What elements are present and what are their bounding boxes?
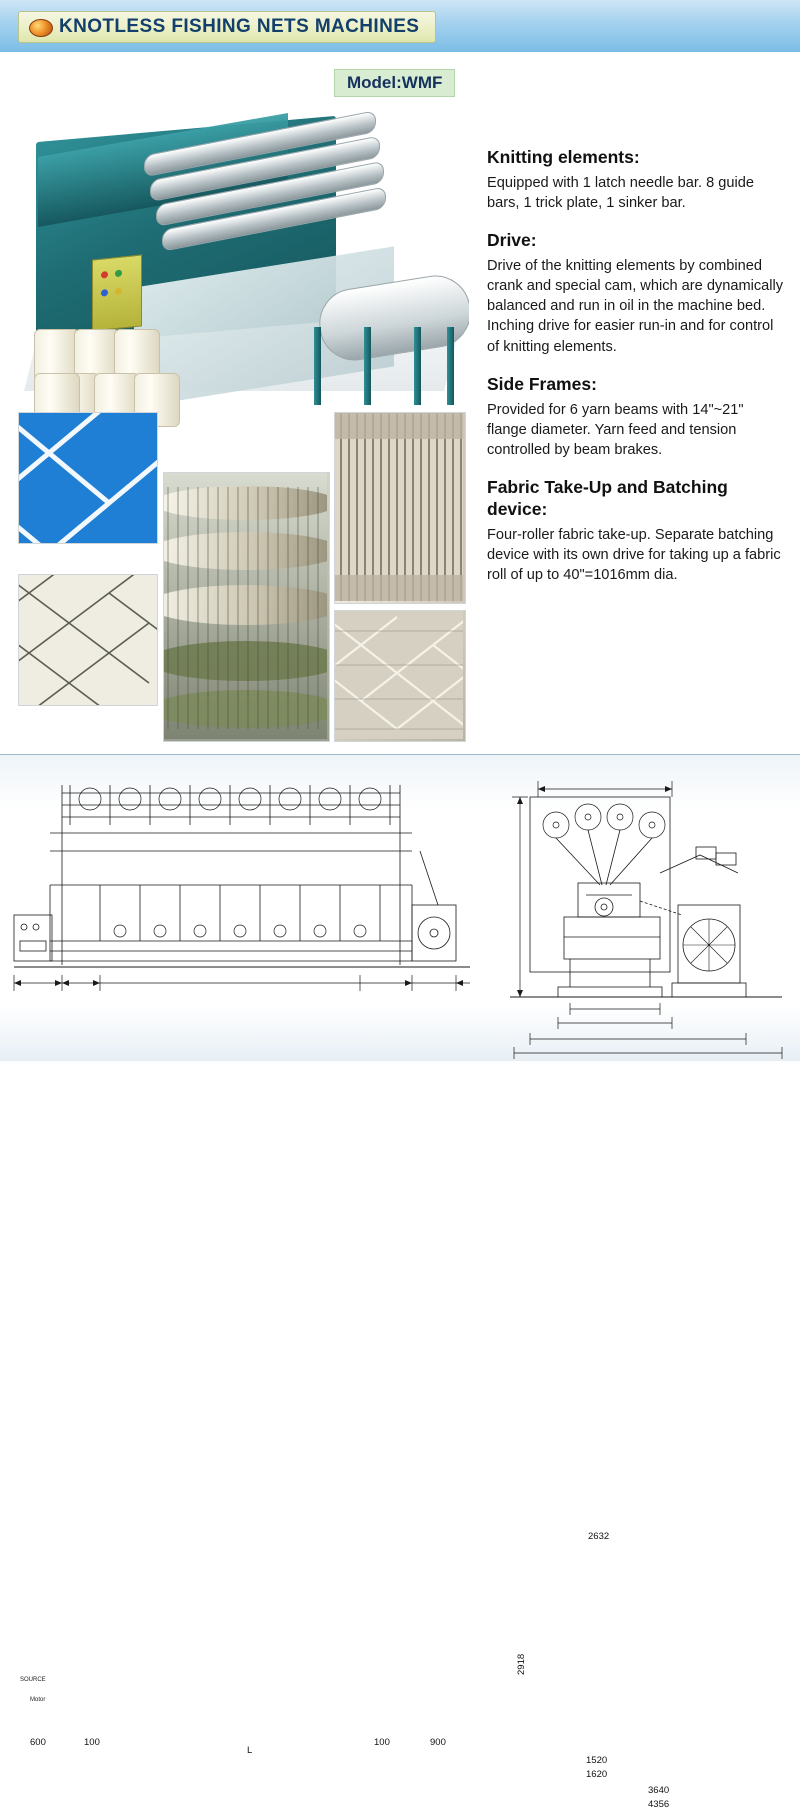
side-dim-4356: 4356 <box>648 1799 670 1810</box>
warp-threads-closeup <box>334 412 466 604</box>
section-heading-side-frames: Side Frames: <box>487 373 597 394</box>
needle-bed-closeup <box>163 472 330 742</box>
section-heading-fabric-take-up: Fabric Take-Up and Batching device: <box>487 476 728 519</box>
warp-threads-graphic <box>335 413 463 601</box>
front-dim-100-left: 100 <box>84 1737 100 1748</box>
page-title: KNOTLESS FISHING NETS MACHINES <box>59 16 420 37</box>
section-body-drive: Drive of the knitting elements by combined crank and special cam, which are dynamically balanced and run in oil in the machine bed. Inching drive for easier run-in and for control of knitting elements. <box>487 258 784 355</box>
side-dim-3640: 3640 <box>648 1785 670 1796</box>
blue-background-net-sample <box>18 412 158 544</box>
white-knotted-net-sample <box>18 574 158 706</box>
side-dim-1520: 1520 <box>586 1755 608 1766</box>
net-fabric-closeup <box>334 610 466 742</box>
blue-net-mesh-graphic <box>18 412 158 544</box>
front-dim-900: 900 <box>430 1737 446 1748</box>
section-body-knitting-elements: Equipped with 1 latch needle bar. 8 guide bars, 1 trick plate, 1 sinker bar. <box>487 174 754 211</box>
side-dim-2632: 2632 <box>588 1531 610 1542</box>
page-header <box>0 0 800 53</box>
content-area <box>0 52 800 754</box>
front-dim-600: 600 <box>30 1737 46 1748</box>
front-elevation-drawing <box>0 755 500 1055</box>
label-motor: Motor <box>30 1697 46 1703</box>
net-fabric-graphic <box>335 611 463 739</box>
section-body-fabric-take-up: Four-roller fabric take-up. Separate batching device with its own drive for taking up a fabric roll of up to 40"=1016mm dia. <box>487 526 781 583</box>
orange-bullet-icon <box>29 19 53 37</box>
front-dim-L: L <box>247 1745 253 1756</box>
technical-drawings-band <box>0 754 800 1810</box>
label-source: SOURCE <box>20 1677 46 1683</box>
header-title-plate <box>18 11 436 43</box>
specifications-text <box>487 147 787 585</box>
section-heading-drive: Drive: <box>487 230 537 251</box>
white-net-mesh-graphic <box>18 574 158 706</box>
side-dim-2918: 2918 <box>516 1653 527 1675</box>
model-label: Model:WMF <box>334 69 455 97</box>
side-dim-1620: 1620 <box>586 1769 608 1780</box>
section-body-side-frames: Provided for 6 yarn beams with 14"~21" flange diameter. Yarn feed and tension controlled by beam brakes. <box>487 401 744 458</box>
needle-bed-graphic <box>164 473 327 739</box>
side-elevation-drawing <box>500 755 800 1061</box>
front-dim-100-right: 100 <box>374 1737 390 1748</box>
section-heading-knitting-elements: Knitting elements: <box>487 147 640 167</box>
